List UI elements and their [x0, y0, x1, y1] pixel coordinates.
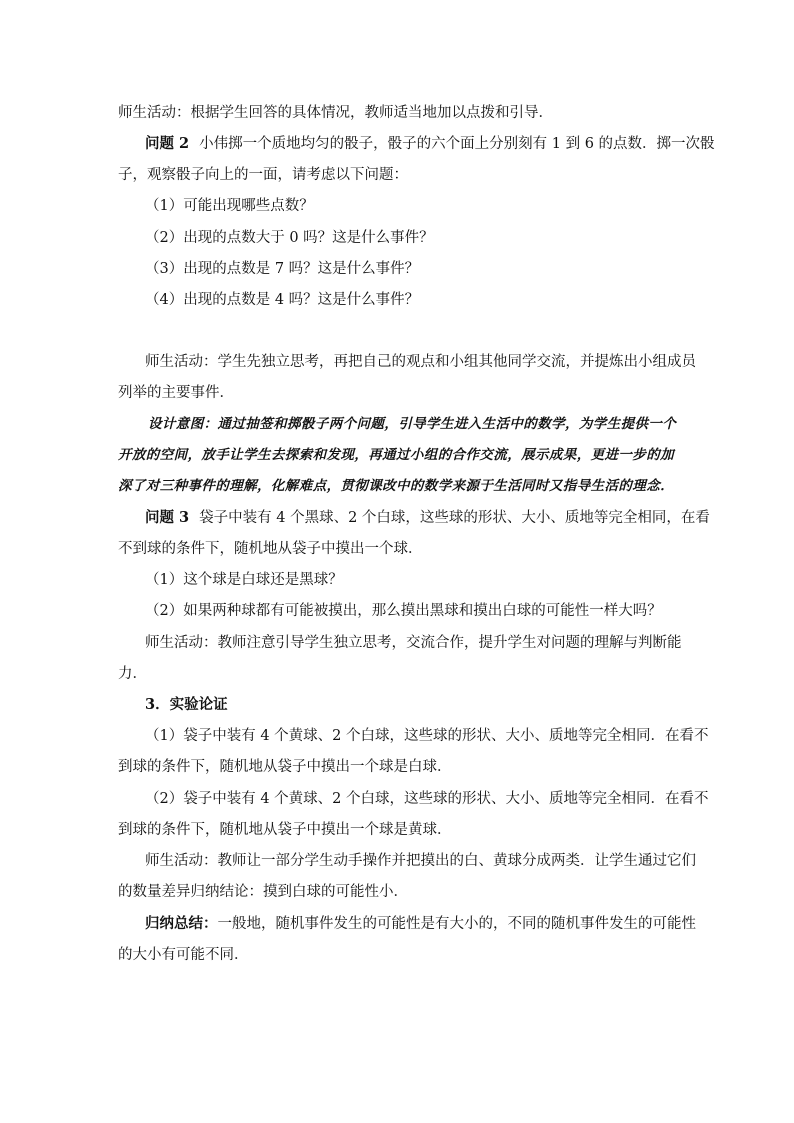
- question-3-item-1: （1）这个球是白球还是黑球？: [145, 572, 343, 588]
- paragraph-teacher-guidance: 师生活动：根据学生回答的具体情况，教师适当地加以点拨和引导．: [118, 105, 553, 121]
- experiment-1-line-1: （1）袋子中装有 4 个黄球、2 个白球，这些球的形状、大小、质地等完全相同．在看不: [145, 728, 709, 744]
- question-3-label: 问题 3: [145, 509, 190, 526]
- question-2-line-2: 子，观察骰子向上的一面，请考虑以下问题：: [118, 167, 408, 183]
- question-2-text: 小伟掷一个质地均匀的骰子，骰子的六个面上分别刻有 1 到 6 的点数．掷一次骰: [199, 136, 715, 152]
- summary-line-2: 的大小有可能不同．: [118, 947, 249, 963]
- activity-4-line-2: 的数量差异归纳结论：摸到白球的可能性小．: [118, 884, 408, 900]
- question-2-item-4: （4）出现的点数是 4 吗？这是什么事件？: [145, 292, 420, 308]
- summary-label: 归纳总结：: [145, 915, 218, 932]
- experiment-1-line-2: 到球的条件下，随机地从袋子中摸出一个球是白球．: [118, 759, 452, 775]
- question-2-label: 问题 2: [145, 135, 190, 152]
- experiment-2-line-1: （2）袋子中装有 4 个黄球、2 个白球，这些球的形状、大小、质地等完全相同．在看不: [145, 791, 709, 807]
- summary-text: 一般地，随机事件发生的可能性是有大小的，不同的随机事件发生的可能性: [217, 916, 696, 932]
- question-2-item-3: （3）出现的点数是 7 吗？这是什么事件？: [145, 261, 420, 277]
- experiment-2-line-2: 到球的条件下，随机地从袋子中摸出一个球是黄球．: [118, 822, 452, 838]
- activity-2-line-2: 列举的主要事件．: [118, 385, 234, 401]
- question-2-line-1: [145, 134, 715, 154]
- section-heading-3: 3．实验论证: [145, 696, 228, 713]
- design-intent-line-1: 设计意图：通过抽签和掷骰子两个问题，引导学生进入生活中的数学，为学生提供一个: [148, 416, 677, 432]
- question-2-item-1: （1）可能出现哪些点数？: [145, 198, 314, 214]
- question-3-line-1: [145, 508, 710, 528]
- activity-3-line-2: 力．: [118, 666, 147, 682]
- design-intent-line-2: 开放的空间，放手让学生去探索和发现，再通过小组的合作交流，展示成果，更进一步的加: [118, 447, 674, 463]
- activity-2-line-1: 师生活动：学生先独立思考，再把自己的观点和小组其他同学交流，并提炼出小组成员: [145, 354, 696, 370]
- activity-4-line-1: 师生活动：教师让一部分学生动手操作并把摸出的白、黄球分成两类．让学生通过它们: [145, 853, 696, 869]
- summary-line-1: [145, 914, 696, 934]
- question-2-item-2: （2）出现的点数大于 0 吗？这是什么事件？: [145, 230, 434, 246]
- question-3-line-2: 不到球的条件下，随机地从袋子中摸出一个球．: [118, 541, 423, 557]
- design-intent-line-3: 深了对三种事件的理解，化解难点，贯彻课改中的数学来源于生活同时又指导生活的理念．: [118, 478, 674, 494]
- question-3-text: 袋子中装有 4 个黑球、2 个白球，这些球的形状、大小、质地等完全相同，在看: [199, 510, 710, 526]
- question-3-item-2: （2）如果两种球都有可能被摸出，那么摸出黑球和摸出白球的可能性一样大吗？: [145, 603, 662, 619]
- activity-3-line-1: 师生活动：教师注意引导学生独立思考，交流合作，提升学生对问题的理解与判断能: [145, 635, 682, 651]
